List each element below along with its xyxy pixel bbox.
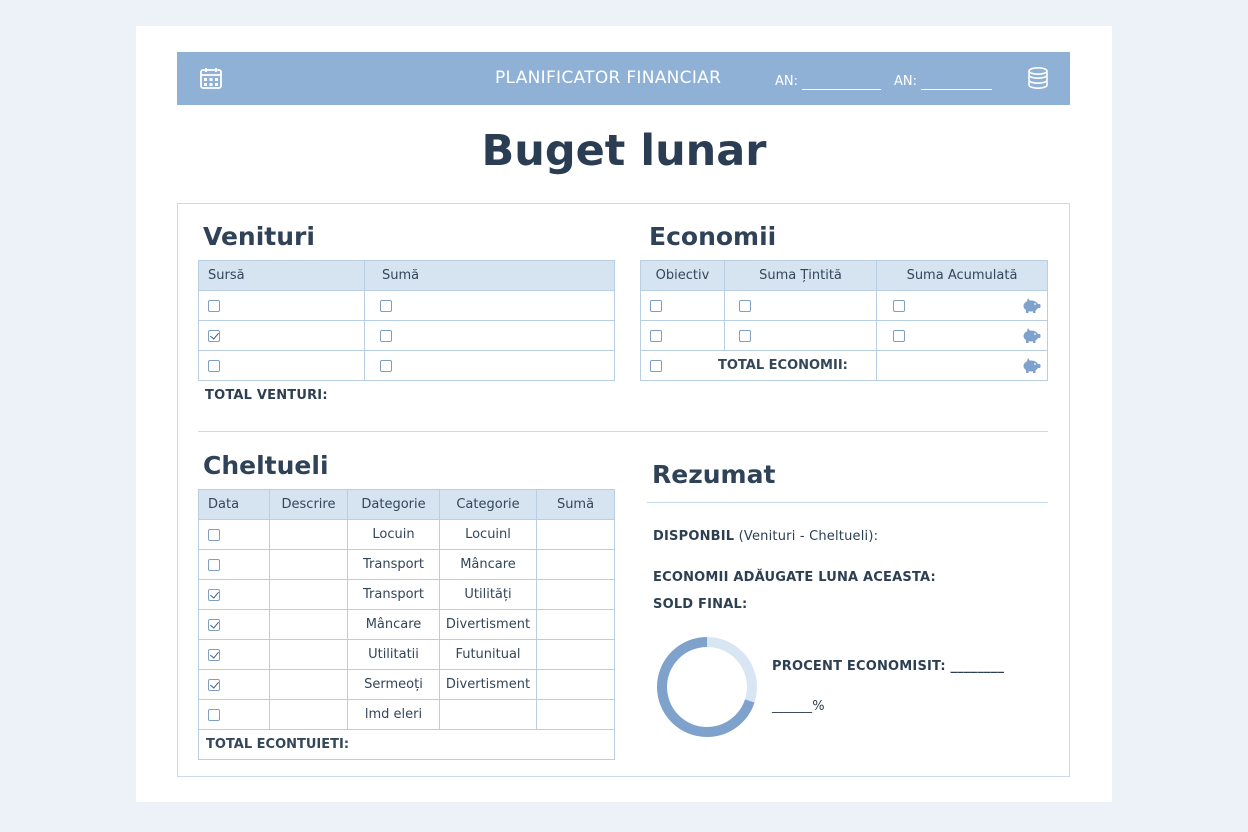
year-label-1: AN: <box>775 74 798 89</box>
rezumat-divider <box>647 502 1048 503</box>
checkbox[interactable] <box>380 300 392 312</box>
venituri-title: Venituri <box>203 222 315 251</box>
categorie-cell: Divertisment <box>440 610 537 640</box>
dategorie-cell: Transport <box>348 550 440 580</box>
checkbox[interactable] <box>208 529 220 541</box>
categorie-cell: Divertisment <box>440 670 537 700</box>
checkbox[interactable] <box>650 330 662 342</box>
percent-blank[interactable]: ______% <box>772 699 825 714</box>
total-economii-label: TOTAL ECONOMII: <box>718 358 848 373</box>
checkbox[interactable] <box>893 330 905 342</box>
checkbox[interactable] <box>893 300 905 312</box>
economii-title: Economii <box>649 222 777 251</box>
sold-final-label: SOLD FINAL: <box>653 597 748 612</box>
checkbox-checked[interactable] <box>208 649 220 661</box>
checkbox[interactable] <box>208 360 220 372</box>
suma-cell[interactable] <box>537 640 615 670</box>
calendar-icon <box>199 66 223 90</box>
checkbox[interactable] <box>208 559 220 571</box>
checkbox[interactable] <box>739 300 751 312</box>
table-row <box>641 291 1048 321</box>
table-row <box>199 700 615 730</box>
table-row <box>199 291 615 321</box>
checkbox[interactable] <box>650 360 662 372</box>
table-row <box>199 640 615 670</box>
dategorie-cell: Transport <box>348 580 440 610</box>
checkbox-checked[interactable] <box>208 589 220 601</box>
descriere-cell[interactable] <box>270 520 348 550</box>
column-header: Suma Țintită <box>725 261 877 291</box>
suma-cell[interactable] <box>537 520 615 550</box>
table-row <box>641 351 1048 381</box>
table-row <box>199 670 615 700</box>
procent-economisit-label: PROCENT ECONOMISIT: ________ <box>772 659 1005 674</box>
checkbox-checked[interactable] <box>208 330 220 342</box>
section-divider <box>198 431 1048 432</box>
suma-cell[interactable] <box>537 580 615 610</box>
economii-adaugate-label: ECONOMII ADĂUGATE LUNA ACEASTA: <box>653 570 936 585</box>
savings-donut-chart <box>652 632 762 742</box>
suma-cell[interactable] <box>537 700 615 730</box>
dategorie-cell: Mâncare <box>348 610 440 640</box>
disponibil-bold: DISPONBIL <box>653 529 735 544</box>
checkbox[interactable] <box>739 330 751 342</box>
column-header: Descrire <box>270 490 348 520</box>
rezumat-title: Rezumat <box>652 460 776 489</box>
year-label-2: AN: <box>894 74 917 89</box>
categorie-cell: Mâncare <box>440 550 537 580</box>
coins-icon <box>1027 66 1049 92</box>
table-row <box>199 351 615 381</box>
column-header: Suma Acumulată <box>877 261 1048 291</box>
column-header: Obiectiv <box>641 261 725 291</box>
categorie-cell: Locuinl <box>440 520 537 550</box>
checkbox[interactable] <box>380 330 392 342</box>
descriere-cell[interactable] <box>270 700 348 730</box>
checkbox[interactable] <box>208 709 220 721</box>
descriere-cell[interactable] <box>270 640 348 670</box>
checkbox[interactable] <box>380 360 392 372</box>
economii-table <box>640 260 1048 381</box>
table-row <box>199 730 615 760</box>
checkbox[interactable] <box>208 300 220 312</box>
descriere-cell[interactable] <box>270 580 348 610</box>
table-row <box>199 321 615 351</box>
table-row <box>199 580 615 610</box>
disponibil-formula: (Venituri - Cheltueli): <box>734 529 879 544</box>
checkbox[interactable] <box>650 300 662 312</box>
total-cheltueli-label: TOTAL ECONTUIETI: <box>199 730 615 760</box>
checkbox-checked[interactable] <box>208 619 220 631</box>
total-venituri-label: TOTAL VENTURI: <box>205 388 328 403</box>
header-bar <box>177 52 1070 105</box>
categorie-cell <box>440 700 537 730</box>
descriere-cell[interactable] <box>270 550 348 580</box>
suma-cell[interactable] <box>537 610 615 640</box>
table-row <box>199 610 615 640</box>
column-header: Dategorie <box>348 490 440 520</box>
column-header: Data <box>199 490 270 520</box>
descriere-cell[interactable] <box>270 610 348 640</box>
dategorie-cell: Locuin <box>348 520 440 550</box>
dategorie-cell: Utilitatii <box>348 640 440 670</box>
piggy-bank-icon <box>1021 328 1041 344</box>
venituri-table <box>198 260 615 381</box>
table-row <box>641 321 1048 351</box>
column-header: Sursă <box>199 261 365 291</box>
page-title: Buget lunar <box>481 126 767 176</box>
column-header: Sumă <box>537 490 615 520</box>
table-row <box>199 550 615 580</box>
descriere-cell[interactable] <box>270 670 348 700</box>
table-row <box>199 520 615 550</box>
suma-cell[interactable] <box>537 670 615 700</box>
cheltueli-title: Cheltueli <box>203 451 329 480</box>
disponibil-label <box>653 529 878 544</box>
column-header: Categorie <box>440 490 537 520</box>
planner-title: PLANIFICATOR FINANCIAR <box>495 68 722 88</box>
checkbox-checked[interactable] <box>208 679 220 691</box>
dategorie-cell: Sermeoți <box>348 670 440 700</box>
dategorie-cell: lmd eleri <box>348 700 440 730</box>
categorie-cell: Utilități <box>440 580 537 610</box>
piggy-bank-icon <box>1021 358 1041 374</box>
year-field-2[interactable] <box>921 89 992 90</box>
year-field-1[interactable] <box>802 89 881 90</box>
piggy-bank-icon <box>1021 298 1041 314</box>
suma-cell[interactable] <box>537 550 615 580</box>
column-header: Sumă <box>365 261 615 291</box>
categorie-cell: Futunitual <box>440 640 537 670</box>
cheltueli-table <box>198 489 615 760</box>
